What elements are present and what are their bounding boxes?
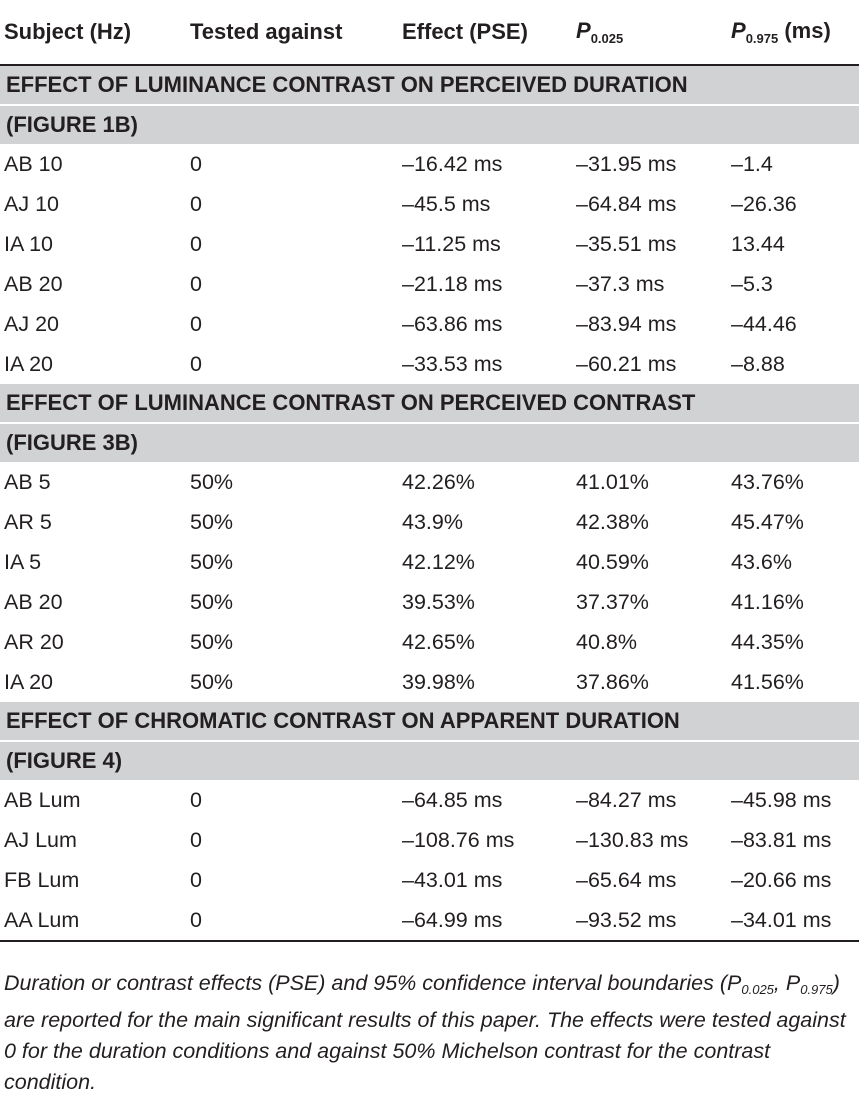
cell-subject: AJ Lum <box>4 827 77 852</box>
cell-tested-against: 50% <box>190 589 234 614</box>
cell-p-lower: 40.59% <box>576 549 649 574</box>
cell-tested-against: 0 <box>190 351 202 376</box>
cell-subject: AR 20 <box>4 629 64 654</box>
section-title: EFFECT OF LUMINANCE CONTRAST ON PERCEIVED DURATION <box>0 65 859 105</box>
cell-tested-against: 50% <box>190 469 234 494</box>
table-row <box>0 820 859 860</box>
cell-tested-against: 50% <box>190 549 234 574</box>
cell-p-lower: 37.37% <box>576 589 649 614</box>
cell-p-lower: 41.01% <box>576 469 649 494</box>
cell-subject: FB Lum <box>4 867 80 892</box>
table-row <box>0 622 859 662</box>
cell-p-upper: 41.16% <box>731 589 804 614</box>
cell-effect: –33.53 ms <box>402 351 503 376</box>
section-heading <box>0 384 859 423</box>
section-figure-label: (FIGURE 3B) <box>0 423 859 462</box>
cell-p-upper: –20.66 ms <box>731 867 832 892</box>
cell-subject: AB 5 <box>4 469 51 494</box>
section-title: EFFECT OF LUMINANCE CONTRAST ON PERCEIVED CONTRAST <box>0 384 859 423</box>
footnote-sub1: 0.025 <box>741 982 774 997</box>
header-subject: Subject (Hz) <box>0 0 186 65</box>
table-body <box>0 65 859 941</box>
cell-p-lower: –84.27 ms <box>576 787 677 812</box>
cell-p-lower: 42.38% <box>576 509 649 534</box>
cell-p-upper: –83.81 ms <box>731 827 832 852</box>
cell-tested-against: 0 <box>190 787 202 812</box>
cell-tested-against: 0 <box>190 231 202 256</box>
cell-effect: 42.65% <box>402 629 475 654</box>
footnote-part2: , P <box>773 971 801 995</box>
cell-p-upper: –8.88 <box>731 351 785 376</box>
header-p-lower <box>576 0 731 65</box>
header-p-lower-main: P <box>576 18 591 43</box>
cell-tested-against: 0 <box>190 867 202 892</box>
table-row <box>0 780 859 820</box>
table-row <box>0 184 859 224</box>
cell-effect: –45.5 ms <box>402 191 491 216</box>
table-footnote <box>4 968 854 1098</box>
cell-p-upper: –1.4 <box>731 151 773 176</box>
cell-subject: AB 10 <box>4 151 63 176</box>
cell-p-upper: 43.76% <box>731 469 804 494</box>
header-p-upper-unit: (ms) <box>778 18 831 43</box>
cell-p-upper: –44.46 <box>731 311 797 336</box>
cell-p-upper: 13.44 <box>731 231 785 256</box>
cell-effect: –108.76 ms <box>402 827 515 852</box>
cell-p-upper: 44.35% <box>731 629 804 654</box>
table-row <box>0 462 859 502</box>
cell-tested-against: 50% <box>190 509 234 534</box>
cell-p-upper: 45.47% <box>731 509 804 534</box>
section-heading <box>0 65 859 105</box>
cell-effect: –16.42 ms <box>402 151 503 176</box>
table-row <box>0 304 859 344</box>
cell-subject: IA 20 <box>4 351 54 376</box>
cell-p-lower: 37.86% <box>576 669 649 694</box>
cell-subject: AJ 10 <box>4 191 59 216</box>
cell-subject: IA 5 <box>4 549 42 574</box>
cell-tested-against: 0 <box>190 311 202 336</box>
footnote-part1: Duration or contrast effects (PSE) and 95% confidence interval boundaries (P <box>4 971 742 995</box>
header-p-lower-sub: 0.025 <box>590 31 624 46</box>
cell-effect: 42.12% <box>402 549 475 574</box>
section-figure-ref <box>0 423 859 462</box>
cell-tested-against: 0 <box>190 191 202 216</box>
table-row <box>0 264 859 304</box>
header-tested-against: Tested against <box>186 0 402 65</box>
cell-effect: –43.01 ms <box>402 867 503 892</box>
section-title: EFFECT OF CHROMATIC CONTRAST ON APPARENT DURATION <box>0 702 859 741</box>
cell-p-lower: –65.64 ms <box>576 867 677 892</box>
section-figure-label: (FIGURE 1B) <box>0 105 859 144</box>
section-figure-label: (FIGURE 4) <box>0 741 859 780</box>
table-row <box>0 860 859 900</box>
cell-subject: IA 10 <box>4 231 54 256</box>
cell-subject: IA 20 <box>4 669 54 694</box>
table-row <box>0 900 859 941</box>
cell-p-upper: –45.98 ms <box>731 787 832 812</box>
cell-effect: 39.98% <box>402 669 475 694</box>
cell-tested-against: 50% <box>190 629 234 654</box>
cell-effect: –11.25 ms <box>402 231 501 256</box>
cell-effect: 42.26% <box>402 469 475 494</box>
table-row <box>0 144 859 184</box>
cell-p-lower: –60.21 ms <box>576 351 677 376</box>
table-header-row <box>0 0 859 65</box>
table-row <box>0 582 859 622</box>
cell-p-lower: –31.95 ms <box>576 151 677 176</box>
cell-p-lower: 40.8% <box>576 629 637 654</box>
cell-tested-against: 0 <box>186 900 402 941</box>
footnote-sub2: 0.975 <box>800 982 833 997</box>
cell-p-lower: –130.83 ms <box>576 827 689 852</box>
cell-p-lower: –83.94 ms <box>576 311 677 336</box>
cell-tested-against: 50% <box>190 669 234 694</box>
cell-p-upper: –26.36 <box>731 191 797 216</box>
cell-effect: –64.99 ms <box>402 900 576 941</box>
cell-subject: AB Lum <box>4 787 81 812</box>
cell-effect: –64.85 ms <box>402 787 503 812</box>
table-row <box>0 502 859 542</box>
cell-effect: –63.86 ms <box>402 311 503 336</box>
cell-subject: AB 20 <box>4 271 63 296</box>
cell-subject: AA Lum <box>0 900 186 941</box>
cell-effect: –21.18 ms <box>402 271 503 296</box>
cell-tested-against: 0 <box>190 271 202 296</box>
cell-p-lower: –93.52 ms <box>576 900 731 941</box>
cell-effect: 39.53% <box>402 589 475 614</box>
header-p-upper <box>731 0 859 65</box>
cell-p-lower: –64.84 ms <box>576 191 677 216</box>
cell-subject: AR 5 <box>4 509 52 534</box>
cell-subject: AJ 20 <box>4 311 59 336</box>
cell-p-lower: –37.3 ms <box>576 271 665 296</box>
cell-p-upper: –34.01 ms <box>731 900 859 941</box>
section-heading <box>0 702 859 741</box>
cell-p-upper: 43.6% <box>731 549 792 574</box>
cell-tested-against: 0 <box>190 827 202 852</box>
cell-effect: 43.9% <box>402 509 463 534</box>
cell-tested-against: 0 <box>190 151 202 176</box>
header-effect: Effect (PSE) <box>402 0 576 65</box>
cell-subject: AB 20 <box>4 589 63 614</box>
cell-p-upper: –5.3 <box>731 271 773 296</box>
section-figure-ref <box>0 741 859 780</box>
header-p-upper-sub: 0.975 <box>745 31 779 46</box>
cell-p-lower: –35.51 ms <box>576 231 677 256</box>
header-p-upper-main: P <box>731 18 746 43</box>
cell-p-upper: 41.56% <box>731 669 804 694</box>
table-row <box>0 224 859 264</box>
section-figure-ref <box>0 105 859 144</box>
table-row <box>0 344 859 384</box>
footnote-part3: ) are reported for the main significant results of this paper. The effects were tested against 0 for the duration conditions and against 50% Michelson contrast for the contrast condition. <box>4 971 846 1094</box>
table-row <box>0 662 859 702</box>
table-row <box>0 542 859 582</box>
